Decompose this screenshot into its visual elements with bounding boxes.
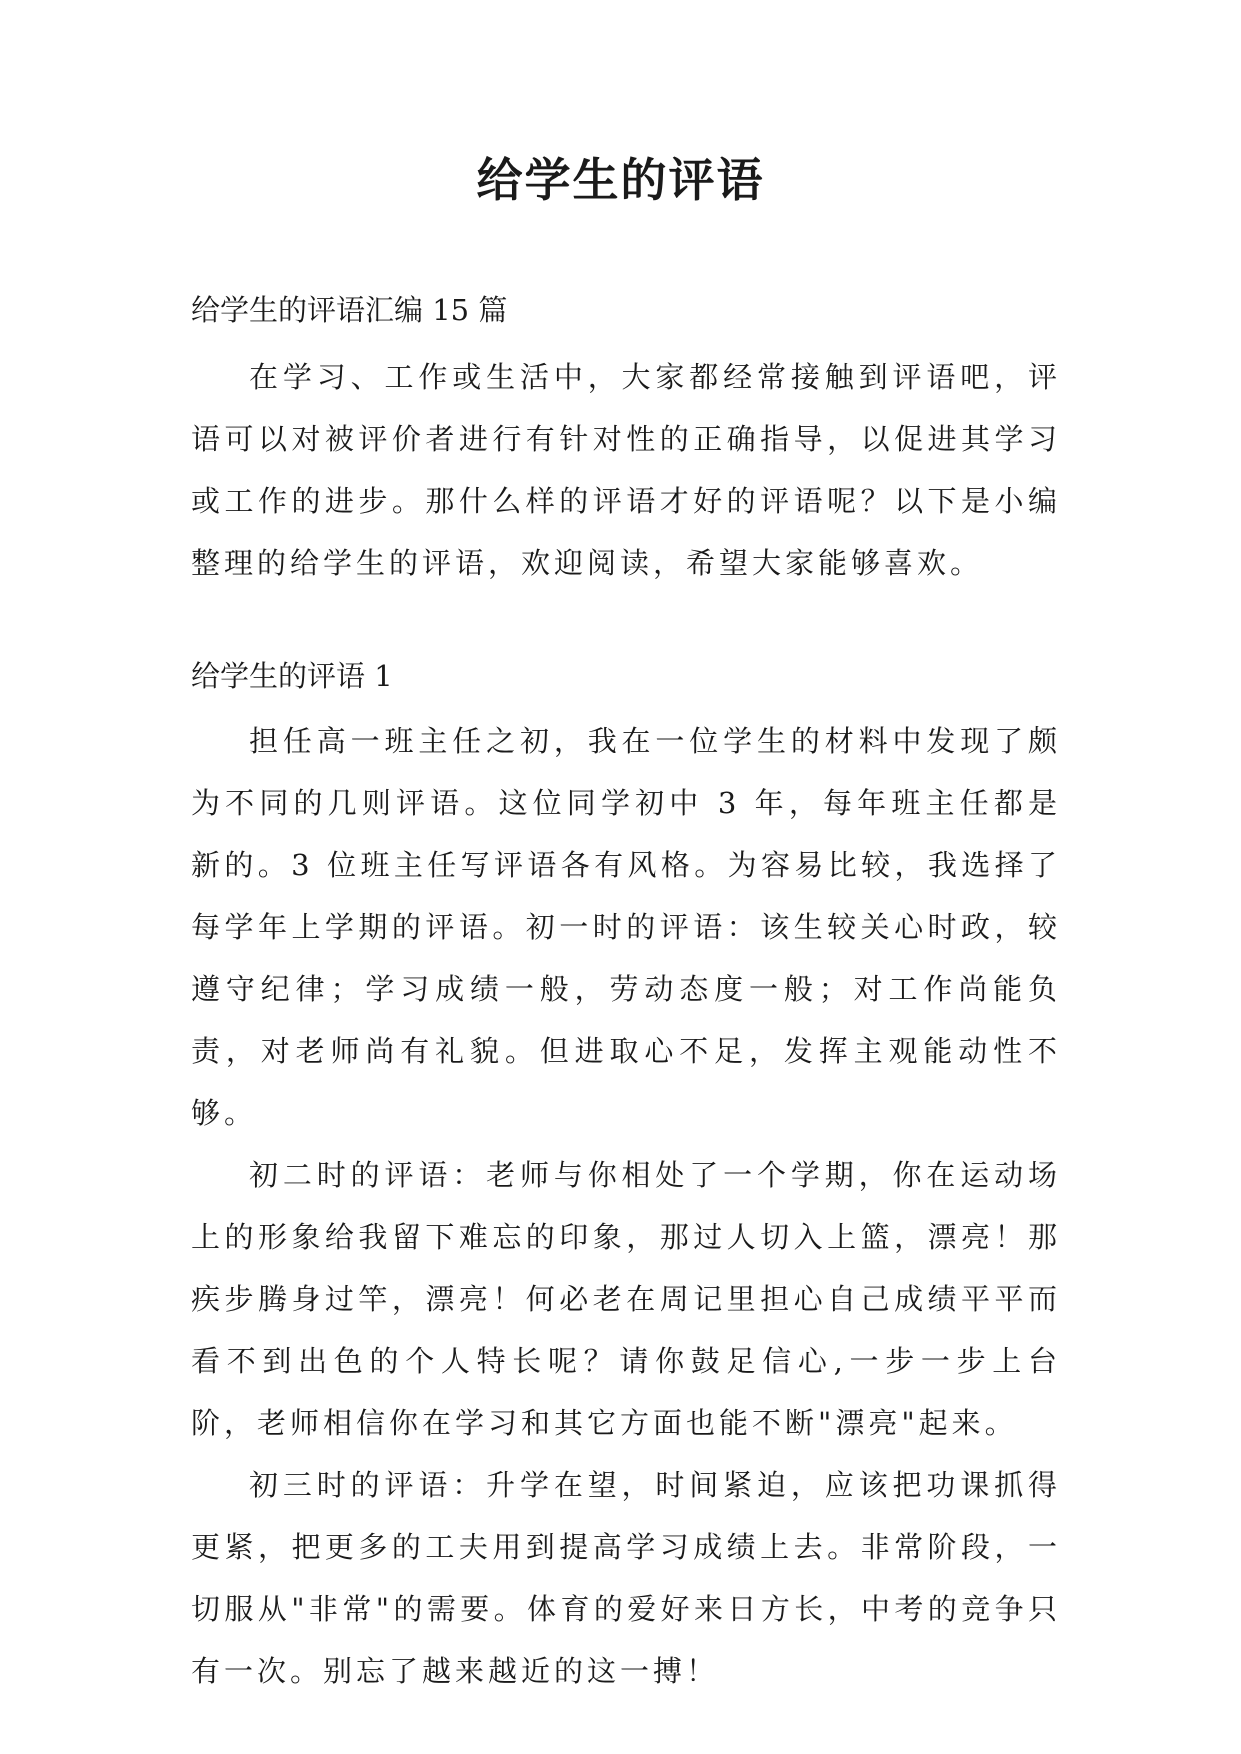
paragraph-gap <box>191 594 1061 656</box>
document-body <box>191 290 1061 1702</box>
document-subtitle: 给学生的评语汇编 15 篇 <box>191 293 508 327</box>
section-paragraph-2: 初二时的评语：老师与你相处了一个学期，你在运动场上的形象给我留下难忘的印象，那过人切入上篮，漂亮！那疾步腾身过竿，漂亮！何必老在周记里担心自己成绩平平而看不到出色的个人特长呢？请你鼓足信心,一步一步上台阶，老师相信你在学习和其它方面也能不断"漂亮"起来。 <box>191 1158 1061 1440</box>
document-title: 给学生的评语 <box>476 153 765 207</box>
intro-paragraph: 在学习、工作或生活中，大家都经常接触到评语吧，评语可以对被评价者进行有针对性的正确指导，以促进其学习或工作的进步。那什么样的评语才好的评语呢？以下是小编整理的给学生的评语，欢迎阅读，希望大家能够喜欢。 <box>191 360 1061 580</box>
section-paragraph-3: 初三时的评语：升学在望，时间紧迫，应该把功课抓得更紧，把更多的工夫用到提高学习成绩上去。非常阶段，一切服从"非常"的需要。体育的爱好来日方长，中考的竞争只有一次。别忘了越来越近的这一搏！ <box>191 1468 1061 1688</box>
section-heading: 给学生的评语 1 <box>191 659 393 693</box>
section-paragraph-1: 担任高一班主任之初，我在一位学生的材料中发现了颇为不同的几则评语。这位同学初中 3 年，每年班主任都是新的。3 位班主任写评语各有风格。为容易比较，我选择了每学年上学期的评语。初一时的评语：该生较关心时政，较遵守纪律；学习成绩一般，劳动态度一般；对工作尚能负责，对老师尚有礼貌。但进取心不足，发挥主观能动性不够。 <box>191 724 1061 1130</box>
